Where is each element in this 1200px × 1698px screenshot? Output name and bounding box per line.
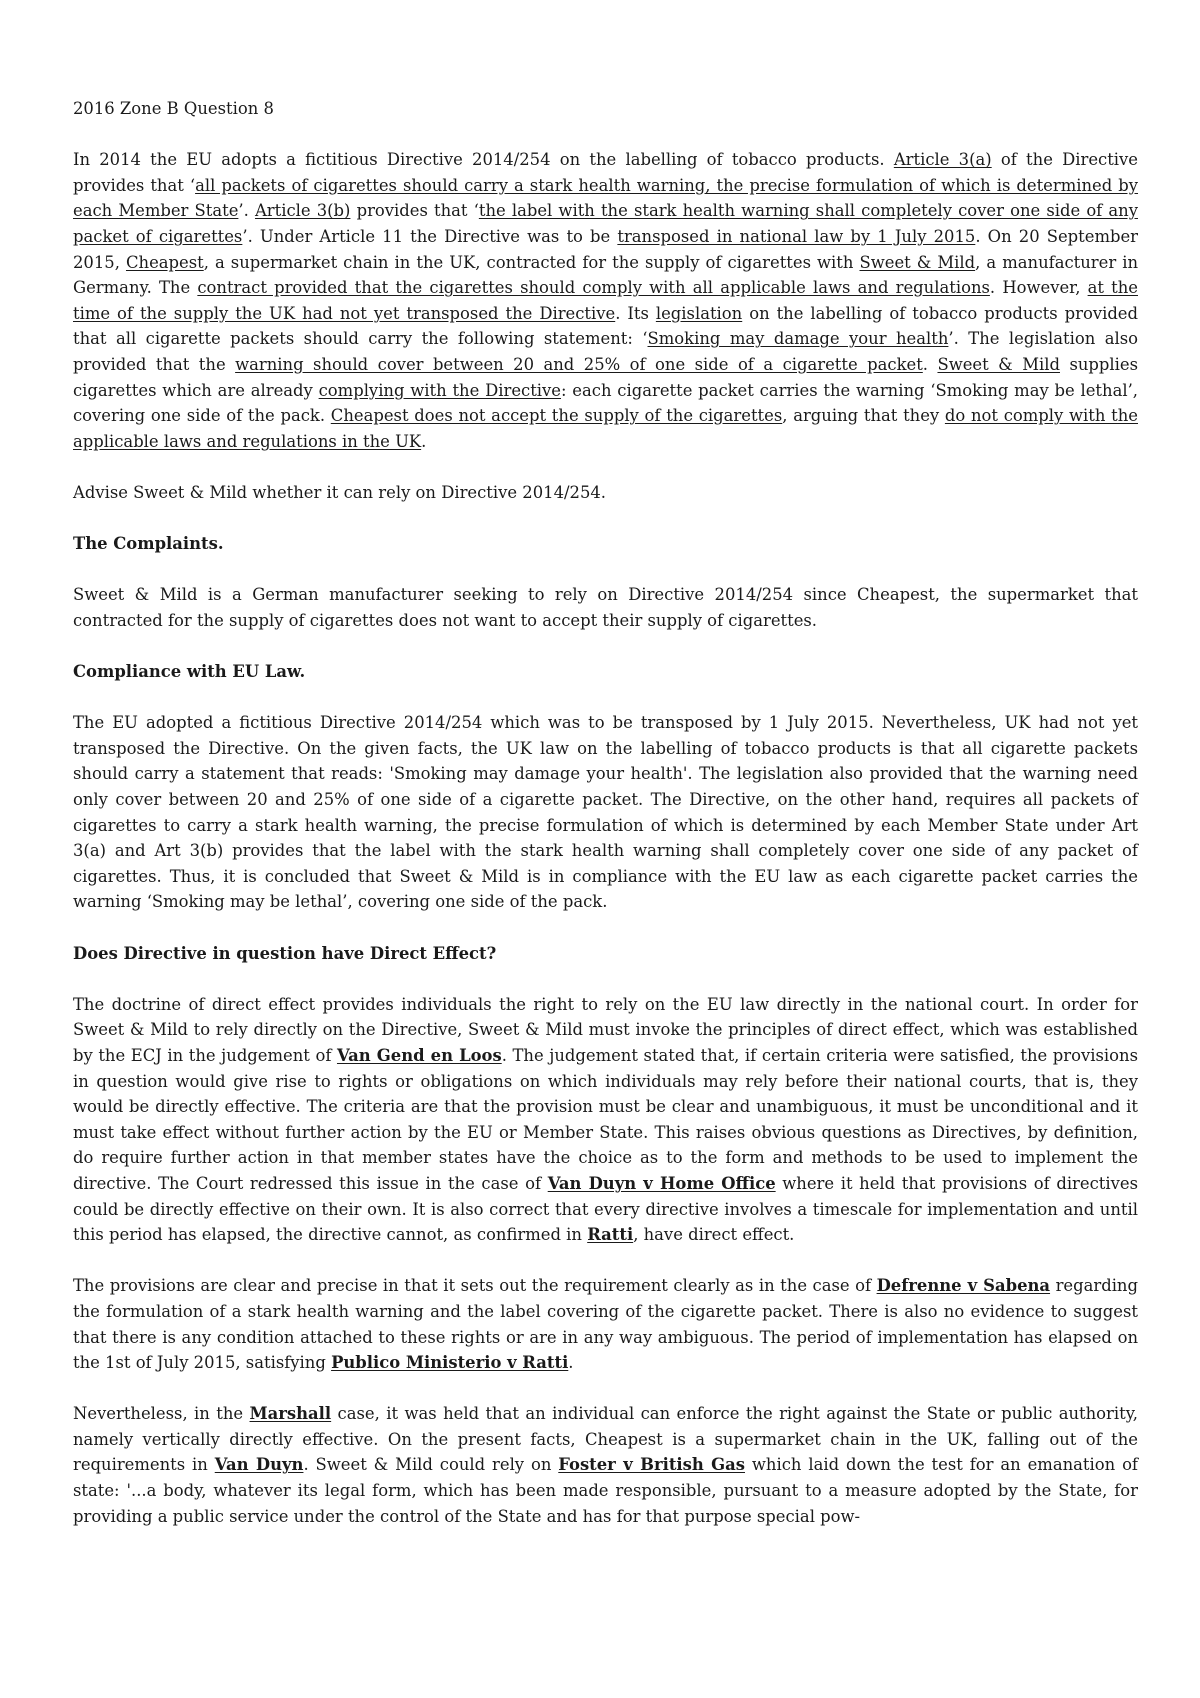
document-page [73,96,1138,1555]
advise-paragraph: Advise Sweet & Mild whether it can rely on Directive 2014/254. [73,482,607,502]
case-citation: Van Gend en Loos [336,1045,502,1065]
question-text: ’. The legislation also provided that the [73,329,1138,374]
body-text: regarding the formulation of a stark health warning and the label covering of the cigarette packet. There is also no evidence to suggest that there is any condition attached to these rights or are in any way ambiguous. The period of implementation has elapsed on the 1st of July 2015, satisfying [73,1276,1138,1373]
case-citation: Van Duyn [214,1455,304,1475]
document-title: 2016 Zone B Question 8 [73,99,274,118]
question-text: provides that ‘ [350,201,479,221]
underlined-phrase: Smoking may damage your health [647,329,949,349]
question-text: In 2014 the EU adopts a fictitious Directive 2014/254 on the labelling of tobacco products. [73,150,894,170]
underlined-phrase: all packets of cigarettes should carry a stark health warning, the precise formulation of which is determined by each Member State [73,175,1139,221]
question-text: ’. Under Article 11 the Directive was to be [242,226,618,246]
case-citation: Defrenne v Sabena [876,1276,1051,1296]
question-text: , arguing that they [782,406,945,426]
body-text: where it held that provisions of directives could be directly effective on their own. It is also correct that every directive involves a timescale for implementation and until this period has elapsed, the directive cannot, as confirmed in [73,1173,1138,1245]
case-citation: Van Duyn v Home Office [547,1173,776,1193]
underlined-phrase: the label with the stark health warning shall completely cover one side of any packet of cigarettes [73,201,1138,246]
question-text: supplies cigarettes which are already [73,354,1138,400]
question-text: ’. [238,201,255,221]
body-text: Nevertheless, in the [73,1404,250,1424]
compliance-paragraph: The EU adopted a fictitious Directive 2014/254 which was to be transposed by 1 July 2015. Nevertheless, UK had not yet transposed the Directive. On the given facts, the UK law on the labelling of tobacco products is that all cigarette packets should carry a statement that reads: 'Smoking may damage your health'. The legislation also provided that the warning need only cover between 20 and 25% of one side of a cigarette packet. The Directive, on the other hand, requires all packets of cigarettes to carry a stark health warning, the precise formulation of which is determined by each Member State under Art 3(a) and Art 3(b) provides that the label with the stark health warning shall completely cover one side of any packet of cigarettes. Thus, it is concluded that Sweet & Mild is in compliance with the EU law as each cigarette packet carries the warning ‘Smoking may be lethal’, covering one side of the pack. [73,713,1138,912]
case-citation: Foster v British Gas [558,1455,745,1475]
question-text: : each cigarette packet carries the warning ‘Smoking may be lethal’, covering one side of the pack. [73,380,1139,426]
question-text: . [421,431,427,451]
question-text: . Its [615,303,656,323]
question-text: . On 20 September 2015, [73,226,1139,272]
body-text: case, it was held that an individual can enforce the right against the State or public authority, namely vertically directly effective. On the present facts, Cheapest is a supermarket chain in the UK, falling out of the requirements in [73,1404,1138,1475]
case-citation: Ratti [587,1225,634,1245]
question-text: . However, [989,278,1088,298]
section-heading-complaints: The Complaints. [73,534,224,554]
underlined-phrase: warning should cover between 20 and 25% of one side of a cigarette packet [235,354,923,374]
question-text: . [922,354,938,374]
underlined-phrase: Sweet & Mild [859,252,976,272]
underlined-phrase: contract provided that the cigarettes should comply with all applicable laws and regulations [197,278,990,298]
underlined-phrase: at the time of the supply the UK had not yet transposed the Directive [73,278,1138,323]
question-paragraph [73,147,1138,454]
body-text: which laid down the test for an emanation of state: '...a body, whatever its legal form, which has been made responsible, pursuant to a measure adopted by the State, for providing a public service under the control of the State and has for that purpose special pow- [73,1455,1139,1526]
underlined-phrase: complying with the Directive [318,380,561,400]
question-text: , a manufacturer in Germany. The [73,252,1139,298]
complaints-paragraph: Sweet & Mild is a German manufacturer seeking to rely on Directive 2014/254 since Cheapest, the supermarket that contracted for the supply of cigarettes does not want to accept their supply of cigarettes. [73,585,1138,630]
question-text: on the labelling of tobacco products provided that all cigarette packets should carry the following statement: ‘ [73,303,1139,349]
underlined-phrase: Article 3(a) [893,150,992,170]
direct-effect-paragraph-2 [73,1273,1138,1375]
case-citation: Marshall [249,1404,332,1424]
question-text: of the Directive provides that ‘ [73,150,1139,195]
direct-effect-paragraph-1 [73,992,1138,1248]
section-heading-direct-effect: Does Directive in question have Direct Effect? [73,943,497,963]
body-text: . The judgement stated that, if certain criteria were satisfied, the provisions in question would give rise to rights or obligations on which individuals may rely before their national courts, that is, they would be directly effective. The criteria are that the provision must be clear and unambiguous, it must be unconditional and it must take effect without further action by the EU or Member State. This raises obvious questions as Directives, by definition, do require further action in that member states have the choice as to the form and methods to be used to implement the directive. The Court redressed this issue in the case of [73,1045,1138,1193]
question-text: , a supermarket chain in the UK, contracted for the supply of cigarettes with [203,252,860,272]
underlined-phrase: legislation [655,303,743,323]
body-text: . Sweet & Mild could rely on [303,1455,559,1475]
body-text: , have direct effect. [633,1225,795,1245]
direct-effect-paragraph-3 [73,1401,1138,1529]
underlined-phrase: transposed in national law by 1 July 2015 [617,226,976,246]
underlined-phrase: Article 3(b) [254,201,351,221]
underlined-phrase: Cheapest does not accept the supply of the cigarettes [330,406,783,426]
body-text: The provisions are clear and precise in that it sets out the requirement clearly as in the case of [73,1276,877,1296]
body-text: The doctrine of direct effect provides individuals the right to rely on the EU law directly in the national court. In order for Sweet & Mild to rely directly on the Directive, Sweet & Mild must invoke the principles of direct effect, which was established by the ECJ in the judgement of [73,994,1138,1065]
section-heading-compliance: Compliance with EU Law. [73,662,306,682]
body-text: . [568,1353,574,1373]
underlined-phrase: Cheapest [125,252,204,272]
underlined-phrase: Sweet & Mild [937,354,1060,374]
case-citation: Publico Ministerio v Ratti [331,1353,569,1373]
underlined-phrase: do not comply with the applicable laws and regulations in the UK [73,406,1138,451]
